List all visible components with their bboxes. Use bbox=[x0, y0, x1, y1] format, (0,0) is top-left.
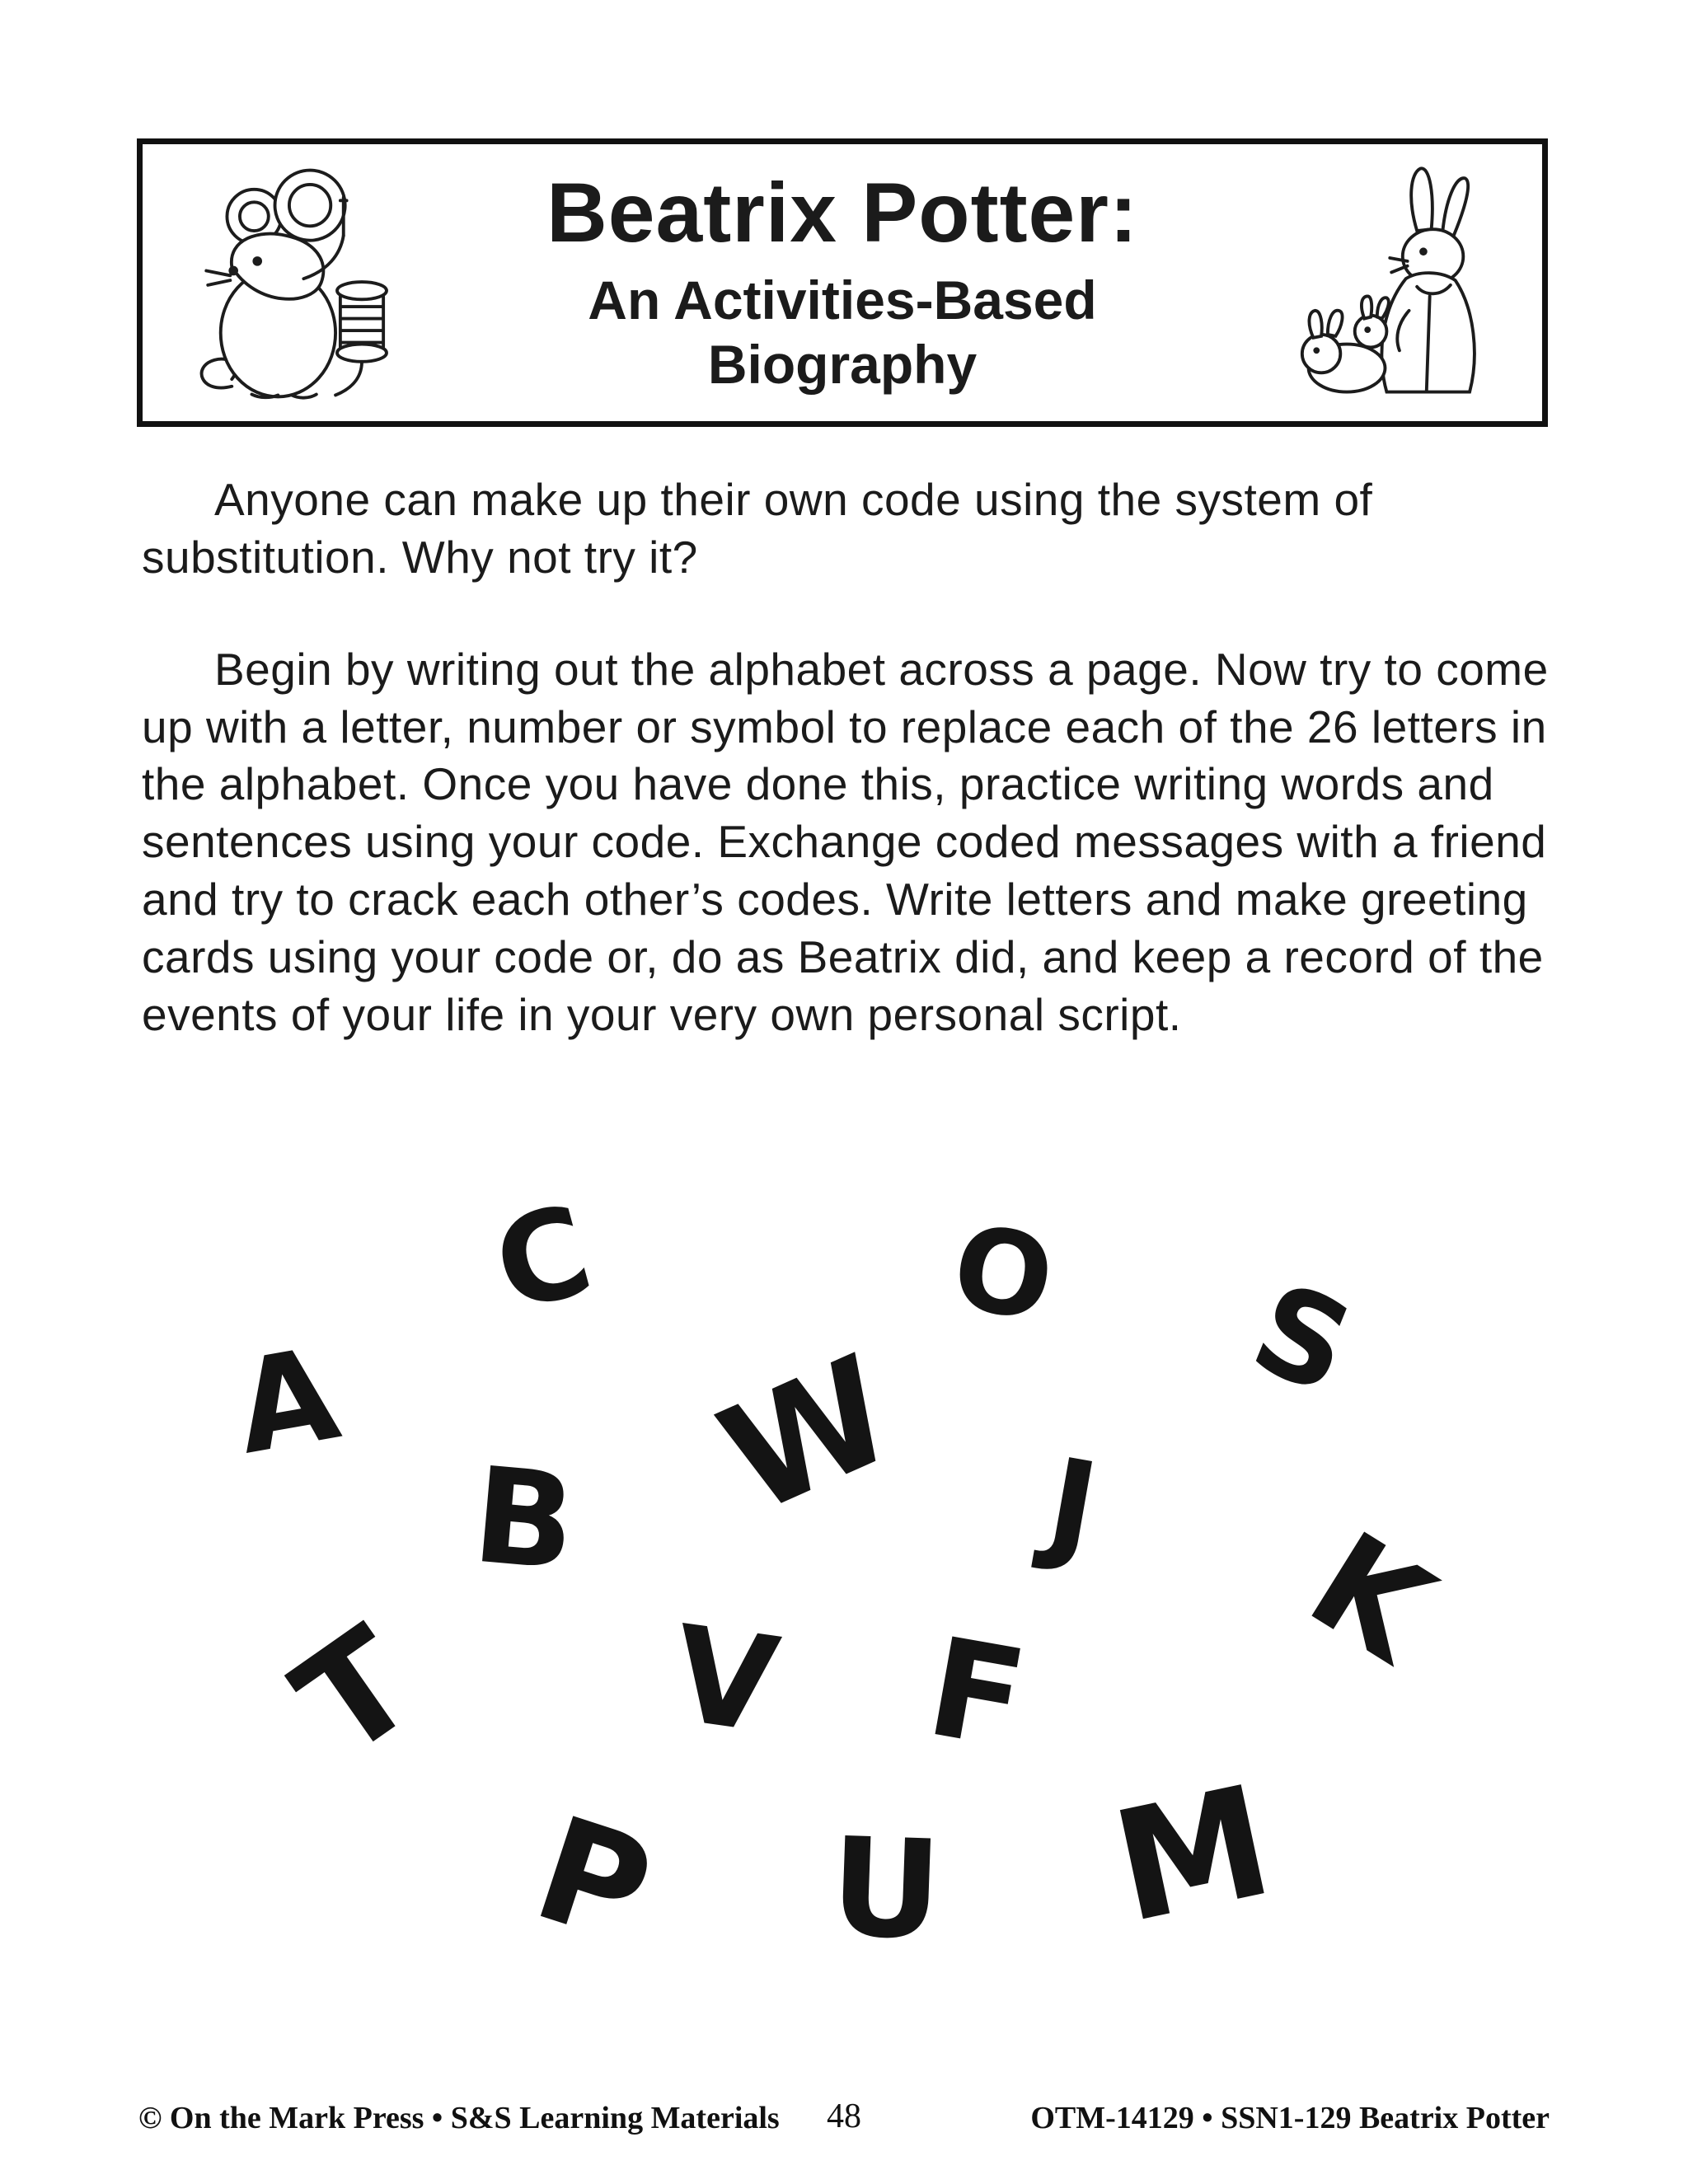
header-title-block bbox=[411, 165, 1273, 397]
footer-publisher: © On the Mark Press • S&S Learning Materials bbox=[138, 2101, 780, 2135]
page-number: 48 bbox=[827, 2097, 861, 2135]
footer-catalog-code: OTM-14129 • SSN1-129 Beatrix Potter bbox=[1030, 2101, 1550, 2135]
scattered-letter-B: B bbox=[467, 1437, 581, 1601]
page-subtitle-line1: An Activities-Based bbox=[588, 269, 1097, 330]
rabbits-illustration bbox=[1273, 155, 1521, 410]
scattered-letter-F: F bbox=[917, 1607, 1037, 1780]
scattered-letter-A: A bbox=[225, 1319, 349, 1483]
scattered-letter-P: P bbox=[517, 1785, 670, 1978]
scattered-letter-M: M bbox=[1100, 1751, 1286, 1957]
scattered-letter-C: C bbox=[481, 1178, 606, 1341]
paragraph-intro: Anyone can make up their own code using the system of substitution. Why not try it? bbox=[142, 474, 1373, 583]
paragraph-instructions: Begin by writing out the alphabet across a page. Now try to come up with a letter, number or symbol to replace each of the 26 letters in the alphabet. Once you have done this, practice writing words and sentences using your code. Exchange coded messages with a friend and try to crack each other’s codes. Write letters and make greeting cards using your code or, do as Beatrix did, and keep a record of the events of your life in your very own personal script. bbox=[142, 643, 1549, 1040]
scattered-letter-U: U bbox=[828, 1807, 945, 1971]
scattered-letter-O: O bbox=[943, 1199, 1063, 1349]
scattered-letter-V: V bbox=[663, 1596, 787, 1764]
body-text bbox=[142, 471, 1553, 1099]
scattered-letter-W: W bbox=[697, 1324, 918, 1548]
footer bbox=[138, 2093, 1550, 2136]
scattered-letter-S: S bbox=[1234, 1256, 1371, 1422]
mouse-illustration bbox=[164, 155, 411, 410]
header-banner bbox=[137, 138, 1548, 427]
scattered-letter-K: K bbox=[1283, 1502, 1458, 1693]
scattered-letter-T: T bbox=[267, 1596, 445, 1791]
scattered-letter-J: J bbox=[1037, 1432, 1108, 1582]
page-subtitle-line2: Biography bbox=[707, 333, 978, 395]
page-title: Beatrix Potter: bbox=[546, 165, 1138, 260]
